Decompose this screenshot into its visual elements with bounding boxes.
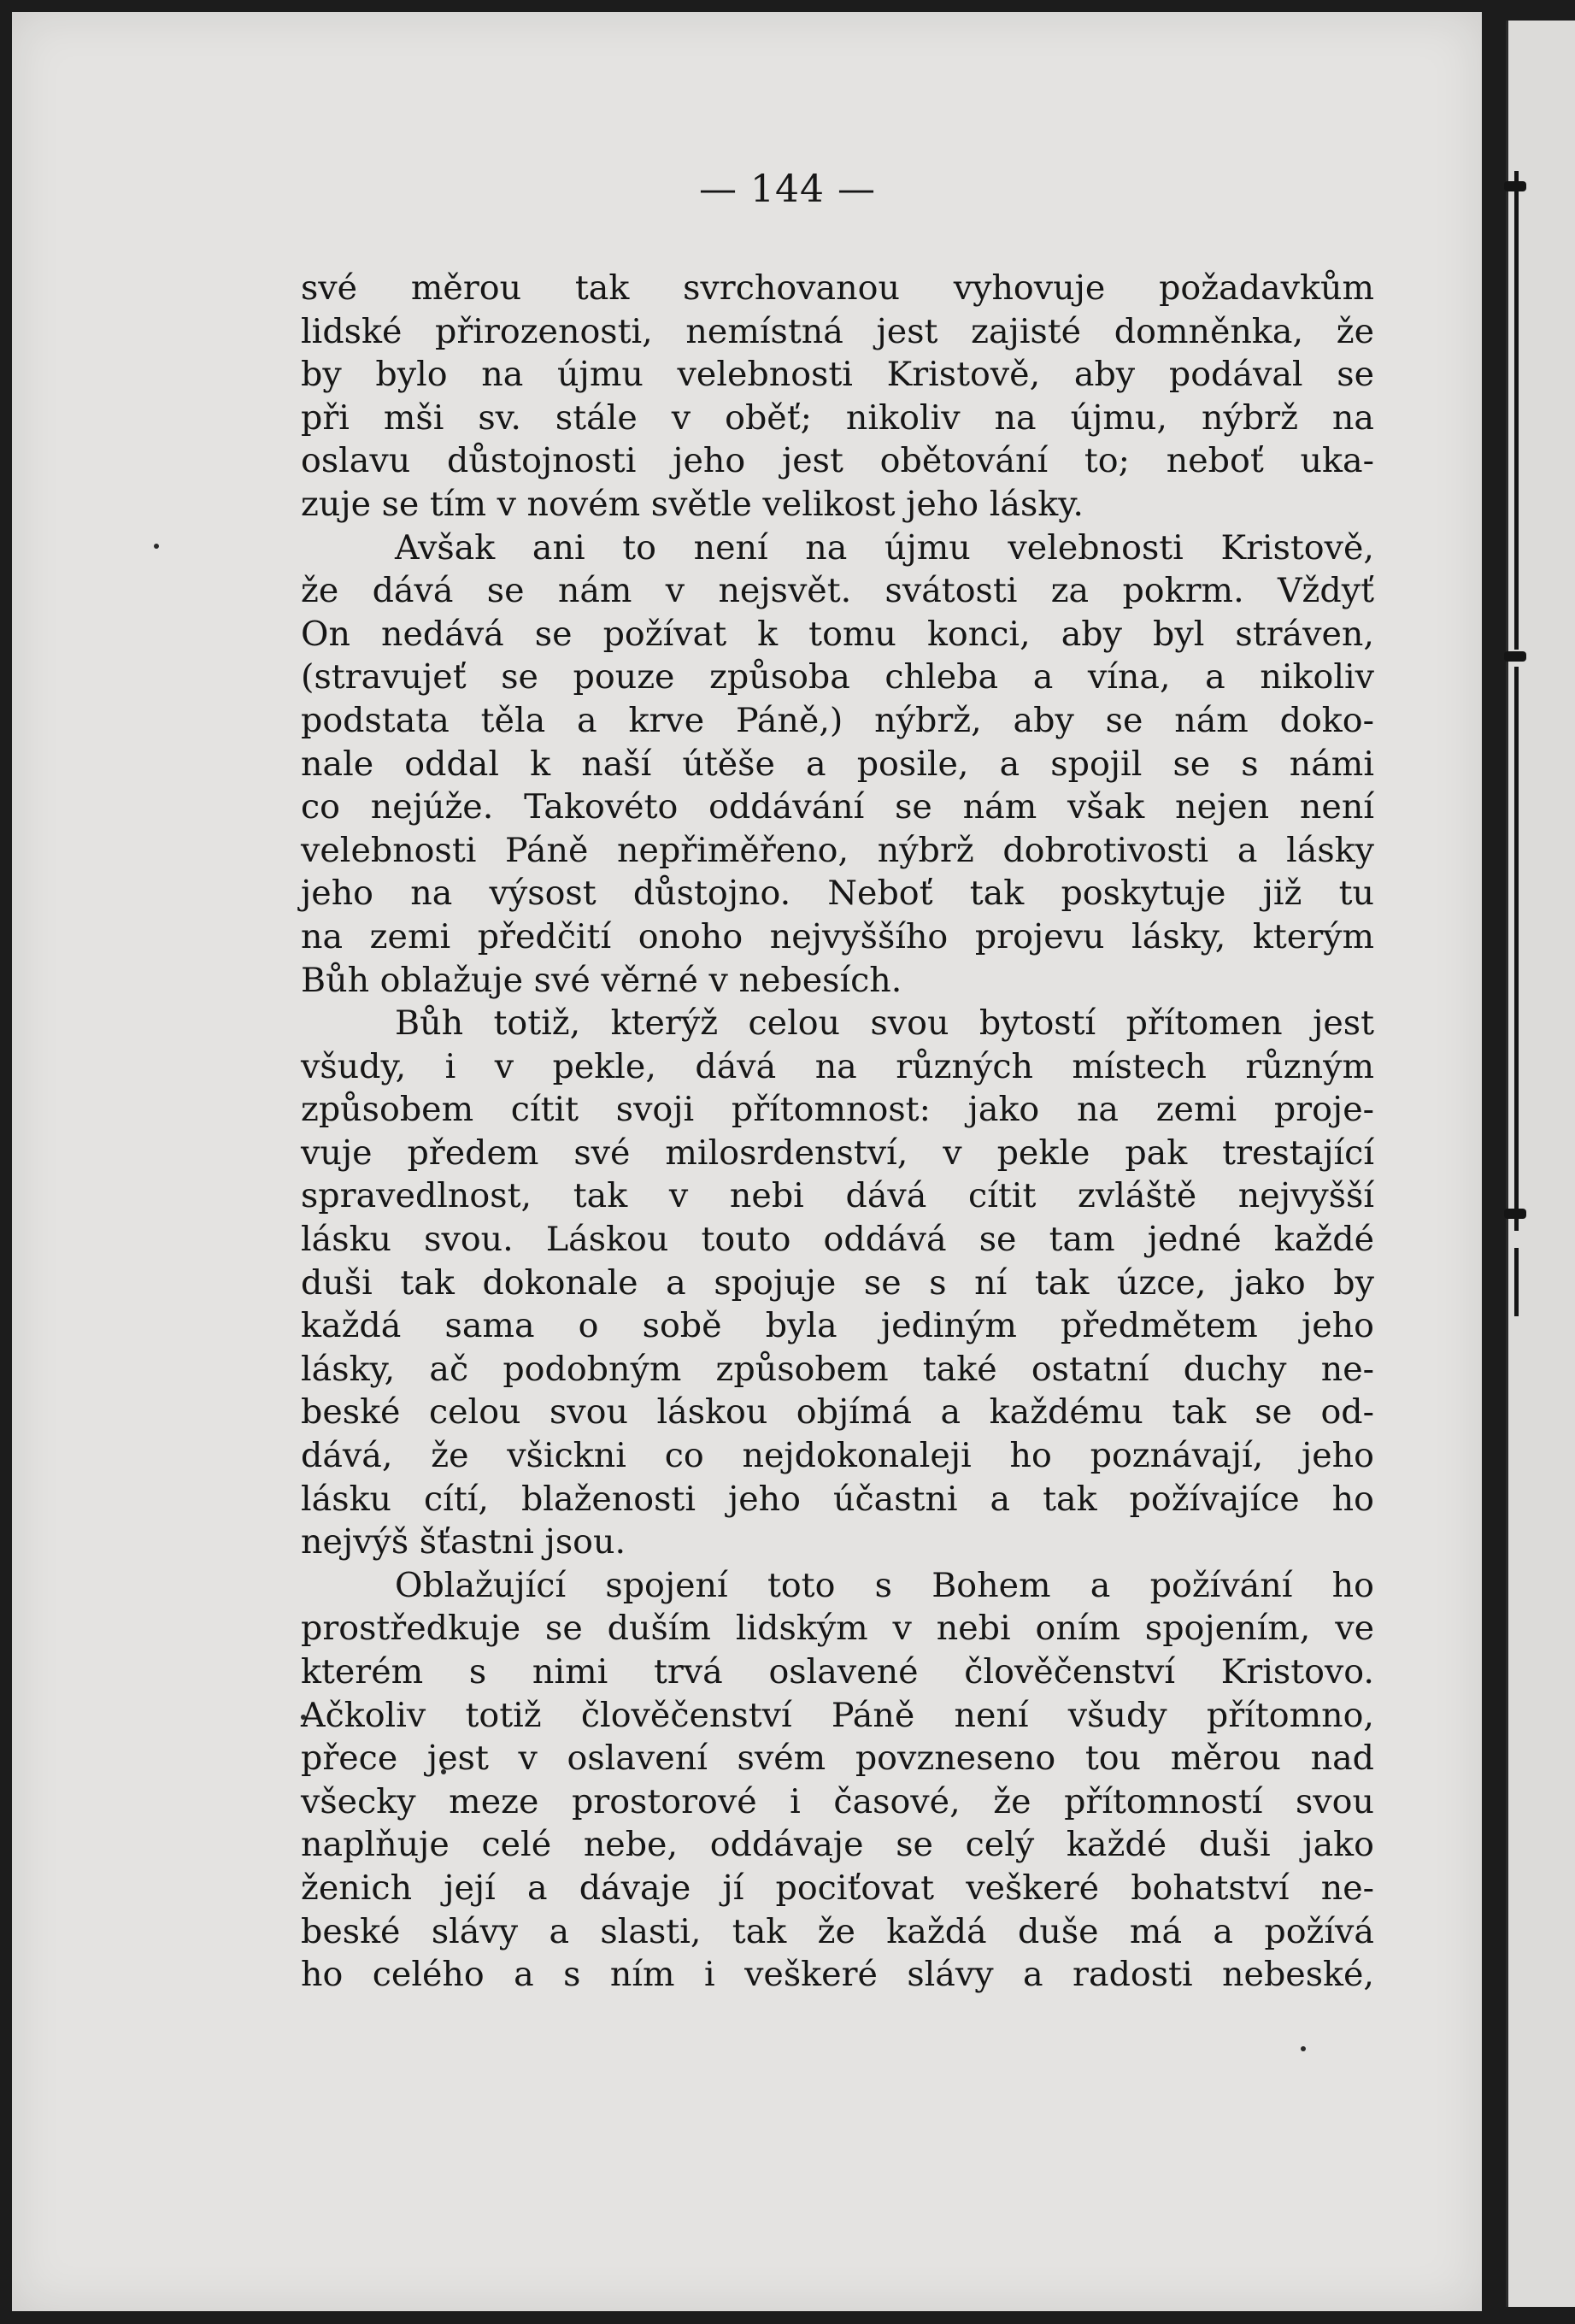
text-line: přece jest v oslavení svém povzneseno tou měrou nad <box>301 1739 1374 1779</box>
text-line: co nejúže. Takovéto oddávání se nám však nejen není <box>301 787 1374 827</box>
text-line: lásku cítí, blaženosti jeho účastni a tak požívajíce ho <box>301 1479 1374 1519</box>
text-line: každá sama o sobě byla jediným předmětem jeho <box>301 1306 1374 1346</box>
text-line: ženich její a dávaje jí pociťovat veškeré bohatství ne- <box>301 1868 1374 1908</box>
binding-shadow-bottom <box>1514 1248 1519 1316</box>
text-line: beské celou svou láskou objímá a každému tak se od- <box>301 1392 1374 1433</box>
text-line: naplňuje celé nebe, oddávaje se celý každé duši jako <box>301 1825 1374 1865</box>
text-line: by bylo na újmu velebnosti Kristově, aby podával se <box>301 355 1374 395</box>
text-line: na zemi předčití onoho nejvyššího projevu lásky, kterým <box>301 916 1374 956</box>
body-text <box>301 267 1374 1997</box>
text-line: prostředkuje se duším lidským v nebi oním spojením, ve <box>301 1609 1374 1649</box>
paper-speck <box>154 544 159 549</box>
binding-mark <box>1504 1209 1526 1219</box>
text-line: lidské přirozenosti, nemístná jest zajisté domněnka, že <box>301 311 1374 351</box>
binding-mark <box>1504 651 1526 662</box>
text-line: oslavu důstojnosti jeho jest obětování to; neboť uka- <box>301 441 1374 481</box>
text-line: své měrou tak svrchovanou vyhovuje požadavkům <box>301 268 1374 308</box>
text-line: (stravujeť se pouze způsoba chleba a vína, a nikoliv <box>301 657 1374 697</box>
text-line: duši tak dokonale a spojuje se s ní tak úzce, jako by <box>301 1262 1374 1303</box>
text-line: nale oddal k naší útěše a posile, a spojil se s námi <box>301 744 1374 784</box>
text-line: spravedlnost, tak v nebi dává cítit zvláště nejvyšší <box>301 1176 1374 1216</box>
text-line: jeho na výsost důstojno. Neboť tak poskytuje již tu <box>301 874 1374 914</box>
text-line: Ačkoliv totiž člověčenství Páně není všudy přítomno, <box>301 1695 1374 1735</box>
text-line: vuje předem své milosrdenství, v pekle pak trestající <box>301 1133 1374 1173</box>
text-line: lásku svou. Láskou touto oddává se tam jedné každé <box>301 1220 1374 1260</box>
text-line: všecky meze prostorové i časové, že přítomností svou <box>301 1781 1374 1821</box>
text-line: velebnosti Páně nepřiměřeno, nýbrž dobrotivosti a lásky <box>301 830 1374 870</box>
text-line: podstata těla a krve Páně,) nýbrž, aby se nám doko- <box>301 700 1374 740</box>
text-line: při mši sv. stále v oběť; nikoliv na újmu, nýbrž na <box>301 397 1374 438</box>
text-line: kterém s nimi trvá oslavené člověčenství Kristovo. <box>301 1652 1374 1692</box>
text-line: zuje se tím v novém světle velikost jeho lásky. <box>301 484 1084 524</box>
text-line: Avšak ani to není na újmu velebnosti Kristově, <box>395 527 1374 568</box>
paper-speck <box>1301 2046 1306 2051</box>
text-line: Oblažující spojení toto s Bohem a požívání ho <box>395 1565 1374 1605</box>
text-line: dává, že všickni co nejdokonaleji ho poznávají, jeho <box>301 1436 1374 1476</box>
text-line: nejvýš šťastni jsou. <box>301 1522 626 1562</box>
text-line: Bůh oblažuje své věrné v nebesích. <box>301 960 902 1000</box>
text-line: způsobem cítit svoji přítomnost: jako na zemi proje- <box>301 1090 1374 1130</box>
text-line: lásky, ač podobným způsobem také ostatní duchy ne- <box>301 1349 1374 1389</box>
binding-shadow-lower <box>1514 667 1519 1231</box>
text-line: ho celého a s ním i veškeré slávy a radosti nebeské, <box>301 1955 1374 1995</box>
binding-shadow-upper <box>1514 171 1519 650</box>
text-line: že dává se nám v nejsvět. svátosti za pokrm. Vždyť <box>301 571 1374 611</box>
page-number: — 144 — <box>699 168 876 211</box>
text-line: Bůh totiž, kterýž celou svou bytostí přítomen jest <box>395 1003 1374 1044</box>
text-line: beské slávy a slasti, tak že každá duše má a požívá <box>301 1911 1374 1951</box>
text-line: všudy, i v pekle, dává na různých místech různým <box>301 1046 1374 1086</box>
text-line: On nedává se požívat k tomu konci, aby byl stráven, <box>301 614 1374 654</box>
